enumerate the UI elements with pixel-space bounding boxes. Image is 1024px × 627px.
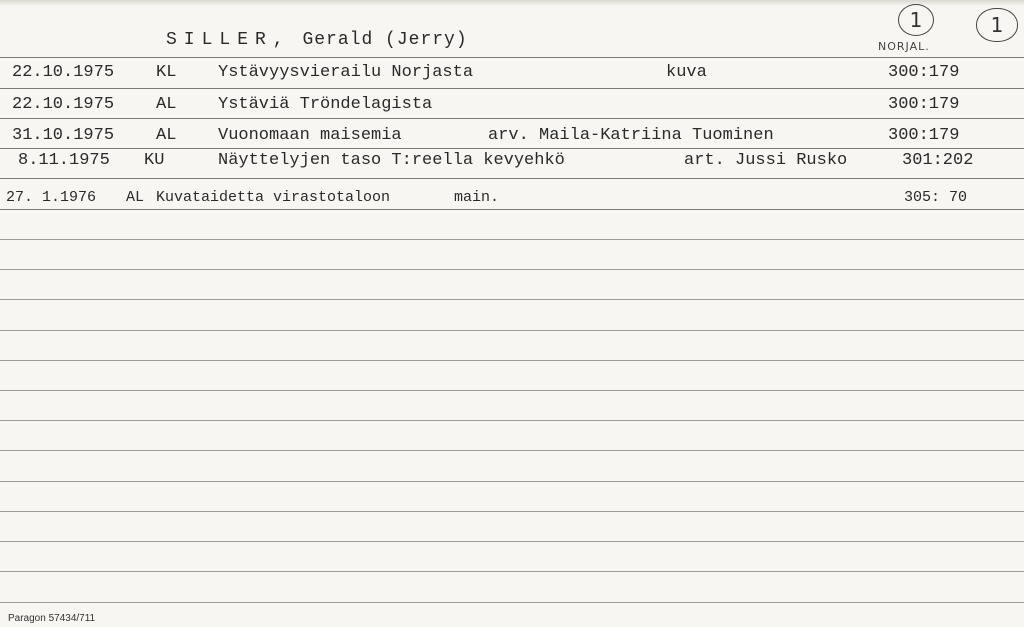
entry-code: KU bbox=[144, 151, 165, 170]
entry-date: 22.10.1975 bbox=[12, 95, 115, 114]
ruled-line bbox=[0, 239, 1024, 240]
ruled-line bbox=[0, 420, 1024, 421]
ruled-line bbox=[0, 541, 1024, 542]
entry-code: AL bbox=[156, 126, 177, 145]
entry-ref: 300:179 bbox=[888, 126, 960, 145]
entry-date: 22.10.1975 bbox=[12, 63, 115, 82]
ruled-line bbox=[0, 390, 1024, 391]
entry-title: Kuvataidetta virastotaloon bbox=[156, 189, 391, 206]
ruled-line bbox=[0, 269, 1024, 270]
handwritten-note: NORJAL. bbox=[878, 40, 930, 53]
ruled-line bbox=[0, 88, 1024, 89]
circled-number-mark: 1 bbox=[898, 4, 934, 36]
entry-code: AL bbox=[156, 95, 177, 114]
card-top-edge bbox=[0, 0, 1024, 6]
ruled-line bbox=[0, 602, 1024, 603]
ruled-line bbox=[0, 330, 1024, 331]
entry-extra: arv. Maila-Katriina Tuominen bbox=[488, 126, 774, 145]
entry-ref: 300:179 bbox=[888, 63, 960, 82]
ruled-line bbox=[0, 178, 1024, 179]
ruled-line bbox=[0, 299, 1024, 300]
entry-ref: 305: 70 bbox=[904, 189, 968, 206]
entry-code: AL bbox=[126, 189, 145, 206]
entry-date: 31.10.1975 bbox=[12, 126, 115, 145]
entry-title: Ystäviä Tröndelagista bbox=[218, 95, 433, 114]
entry-ref: 300:179 bbox=[888, 95, 960, 114]
ruled-line bbox=[0, 148, 1024, 149]
ruled-line bbox=[0, 571, 1024, 572]
entry-extra: main. bbox=[454, 189, 500, 206]
entry-code: KL bbox=[156, 63, 177, 82]
entry-row bbox=[0, 189, 1024, 308]
entry-title: Näyttelyjen taso T:reella kevyehkö bbox=[218, 151, 565, 170]
entry-title: Vuonomaan maisemia bbox=[218, 126, 402, 145]
entry-date: 8.11.1975 bbox=[18, 151, 110, 170]
ruled-line bbox=[0, 450, 1024, 451]
entry-date: 27. 1.1976 bbox=[6, 189, 97, 206]
card-header-name bbox=[166, 30, 468, 50]
given-name: Gerald (Jerry) bbox=[302, 30, 468, 50]
entry-ref: 301:202 bbox=[902, 151, 974, 170]
handwritten-marks bbox=[878, 2, 1024, 58]
entry-extra: kuva bbox=[666, 63, 707, 82]
entry-title: Ystävyysvierailu Norjasta bbox=[218, 63, 474, 82]
ruled-line bbox=[0, 57, 1024, 58]
ruled-line bbox=[0, 511, 1024, 512]
ruled-line bbox=[0, 209, 1024, 210]
ruled-line bbox=[0, 481, 1024, 482]
ruled-line bbox=[0, 118, 1024, 119]
surname: SILLER, bbox=[166, 30, 291, 50]
print-code: Paragon 57434/711 bbox=[8, 613, 96, 624]
entry-extra: art. Jussi Rusko bbox=[684, 151, 848, 170]
circled-number-mark: 1 bbox=[976, 8, 1018, 42]
ruled-line bbox=[0, 360, 1024, 361]
